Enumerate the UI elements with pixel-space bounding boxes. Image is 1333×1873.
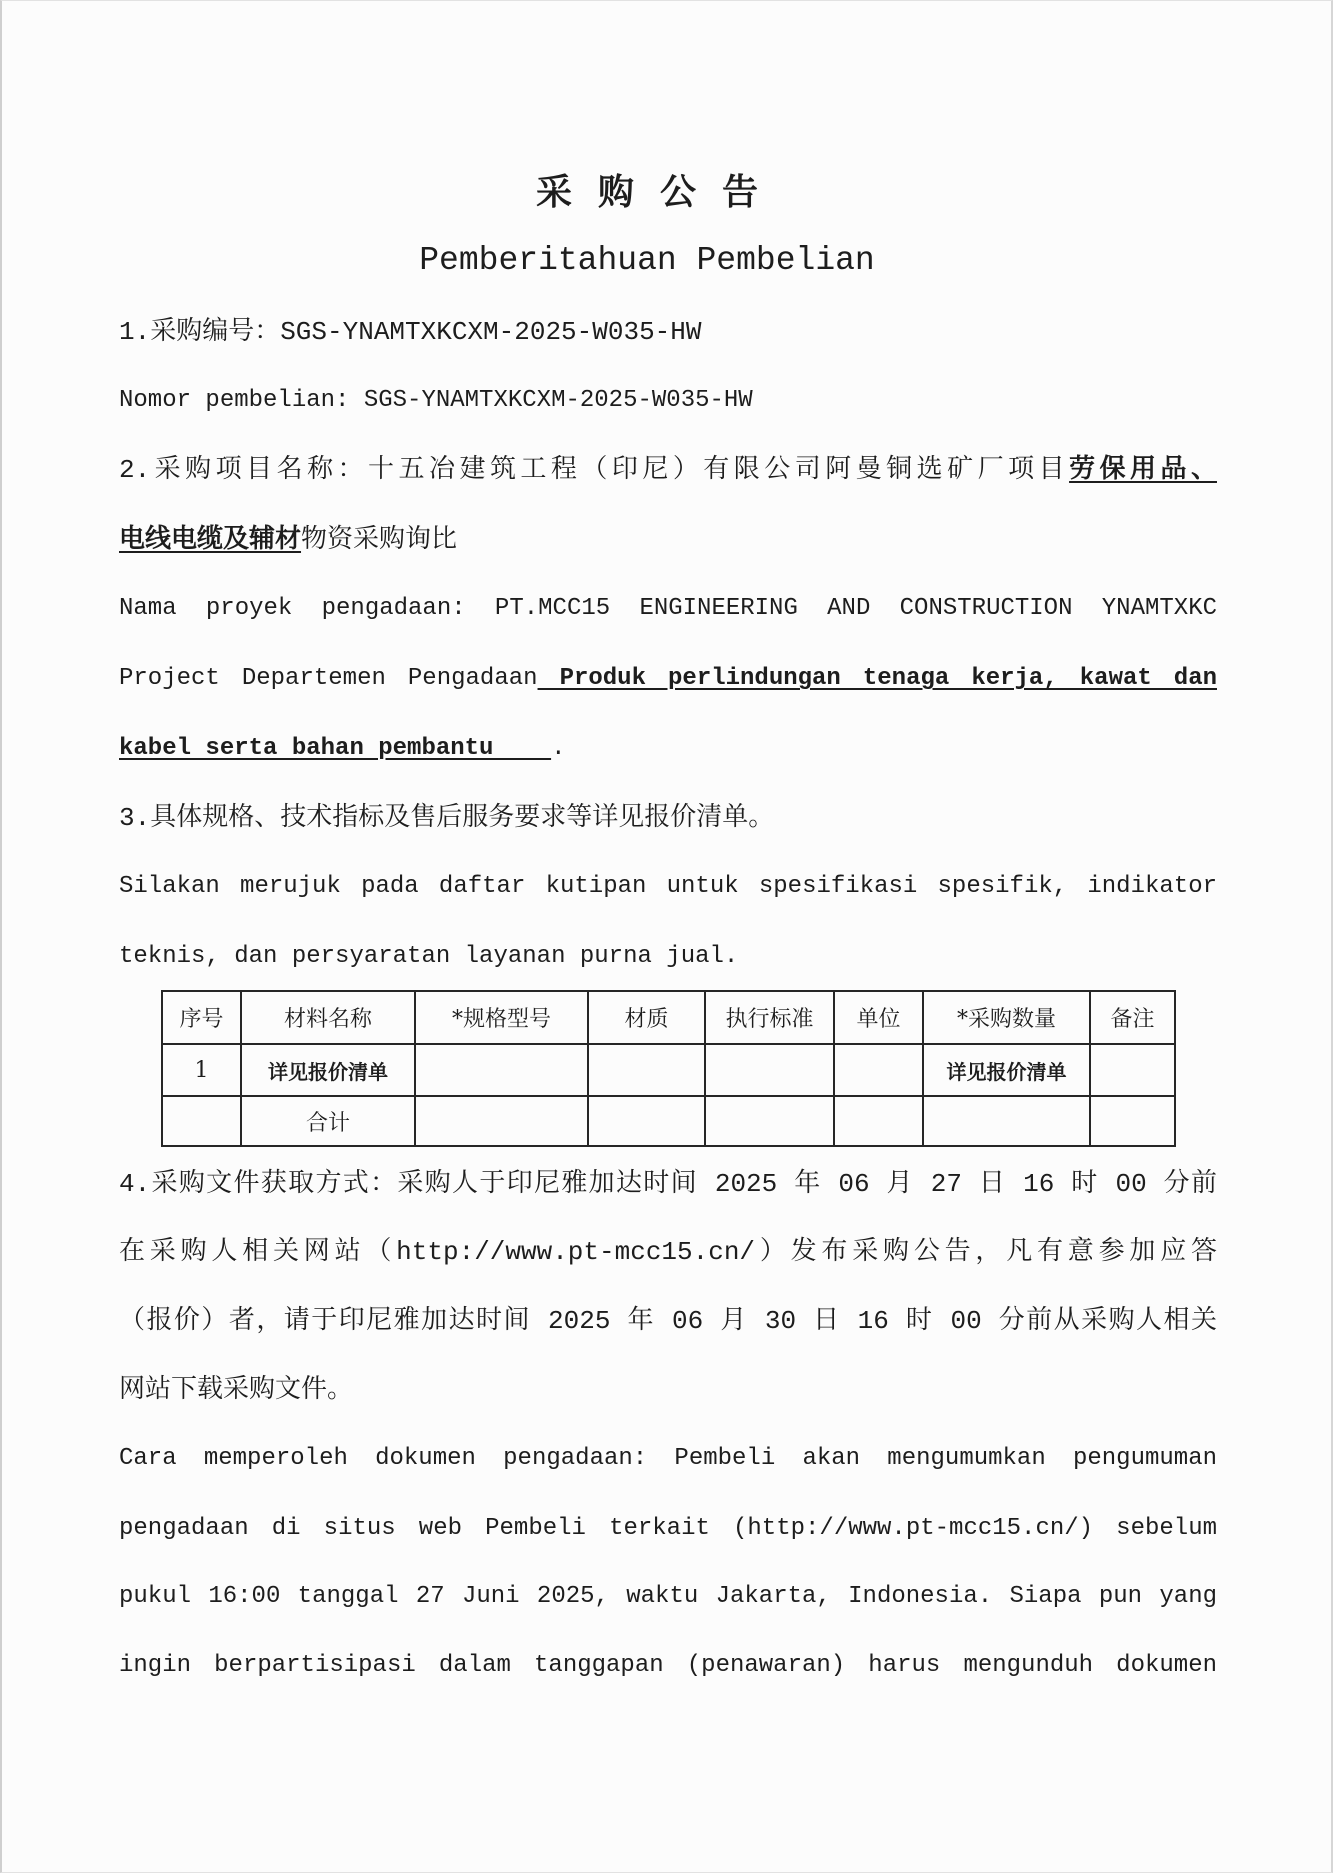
- specification-note-cn: 3.具体规格、技术指标及售后服务要求等详见报价清单。: [119, 803, 775, 833]
- header-serial-number: 序号: [162, 991, 241, 1044]
- table-cell: [705, 1044, 834, 1096]
- document-access-id-line-2: pengadaan di situs web Pembeli terkait (http://www.pt-mcc15.cn/) sebelum: [119, 1515, 1217, 1542]
- procurement-number-id: Nomor pembelian: SGS-YNAMTXKCXM-2025-W035-HW: [119, 387, 753, 414]
- header-standard: 执行标准: [705, 991, 834, 1044]
- table-cell: 合计: [241, 1096, 415, 1146]
- header-remarks: 备注: [1090, 991, 1175, 1044]
- project-name-cn-emphasis-2: 电线电缆及辅材: [119, 525, 302, 555]
- project-name-id-line-1: Nama proyek pengadaan: PT.MCC15 ENGINEERING AND CONSTRUCTION YNAMTXKC: [119, 595, 1217, 622]
- table-cell: [415, 1044, 588, 1096]
- document-access-id-line-1: Cara memperoleh dokumen pengadaan: Pembeli akan mengumumkan pengumuman: [119, 1445, 1217, 1472]
- table-row: [162, 1044, 1175, 1096]
- procurement-number-cn: 1.采购编号：SGS-YNAMTXKCXM-2025-W035-HW: [119, 317, 702, 347]
- table-cell: 详见报价清单: [241, 1044, 415, 1096]
- table-cell: [923, 1096, 1090, 1146]
- document-access-id-line-4: ingin berpartisipasi dalam tanggapan (penawaran) harus mengunduh dokumen: [119, 1652, 1217, 1679]
- table-row: [162, 1096, 1175, 1146]
- document-access-cn-line-1: 4.采购文件获取方式：采购人于印尼雅加达时间 2025 年 06 月 27 日 16 时 00 分前: [119, 1169, 1217, 1199]
- project-name-cn-emphasis: 劳保用品、: [1069, 455, 1217, 485]
- project-name-cn-text: 2.采购项目名称：十五冶建筑工程（印尼）有限公司阿曼铜选矿厂项目: [119, 455, 1070, 485]
- project-name-id-emphasis: Produk perlindungan tenaga kerja, kawat dan: [537, 665, 1217, 692]
- header-material-name: 材料名称: [241, 991, 415, 1044]
- materials-table: [161, 990, 1176, 1147]
- specification-note-id-line-1: Silakan merujuk pada daftar kutipan untuk spesifikasi spesifik, indikator: [119, 873, 1217, 900]
- header-quantity: *采购数量: [923, 991, 1090, 1044]
- table-cell: [834, 1044, 923, 1096]
- document-access-cn-line-2: 在采购人相关网站（http://www.pt-mcc15.cn/）发布采购公告，凡有意参加应答: [119, 1237, 1217, 1267]
- table-cell: 1: [162, 1044, 241, 1096]
- project-name-id-emphasis-2: kabel serta bahan pembantu: [119, 735, 552, 762]
- project-name-id-period: .: [551, 735, 566, 762]
- document-access-id-line-3: pukul 16:00 tanggal 27 Juni 2025, waktu Jakarta, Indonesia. Siapa pun yang: [119, 1583, 1217, 1610]
- table-cell: [834, 1096, 923, 1146]
- document-title-chinese: 采购公告: [535, 171, 784, 213]
- table-header-row: [162, 991, 1175, 1044]
- specification-note-id-line-2: teknis, dan persyaratan layanan purna jual.: [119, 943, 739, 970]
- project-name-cn-text-2: 物资采购询比: [301, 525, 458, 555]
- document-title-indonesian: Pemberitahuan Pembelian: [419, 242, 875, 279]
- document-access-cn-line-3: （报价）者，请于印尼雅加达时间 2025 年 06 月 30 日 16 时 00 分前从采购人相关: [119, 1306, 1217, 1336]
- table-cell: 详见报价清单: [923, 1044, 1090, 1096]
- project-name-id-text: Project Departemen Pengadaan: [119, 665, 538, 692]
- table-cell: [162, 1096, 241, 1146]
- project-name-id-line-3: [119, 731, 1217, 767]
- table-cell: [1090, 1096, 1175, 1146]
- table-cell: [705, 1096, 834, 1146]
- table-cell: [1090, 1044, 1175, 1096]
- project-name-cn-line-1: [119, 452, 1217, 488]
- header-material: 材质: [588, 991, 705, 1044]
- document-access-cn-line-4: 网站下载采购文件。: [119, 1375, 354, 1405]
- table-cell: [415, 1096, 588, 1146]
- project-name-id-line-2: [119, 661, 1217, 697]
- header-unit: 单位: [834, 991, 923, 1044]
- table-cell: [588, 1044, 705, 1096]
- table-cell: [588, 1096, 705, 1146]
- header-specification-model: *规格型号: [415, 991, 588, 1044]
- project-name-cn-line-2: [119, 522, 1217, 558]
